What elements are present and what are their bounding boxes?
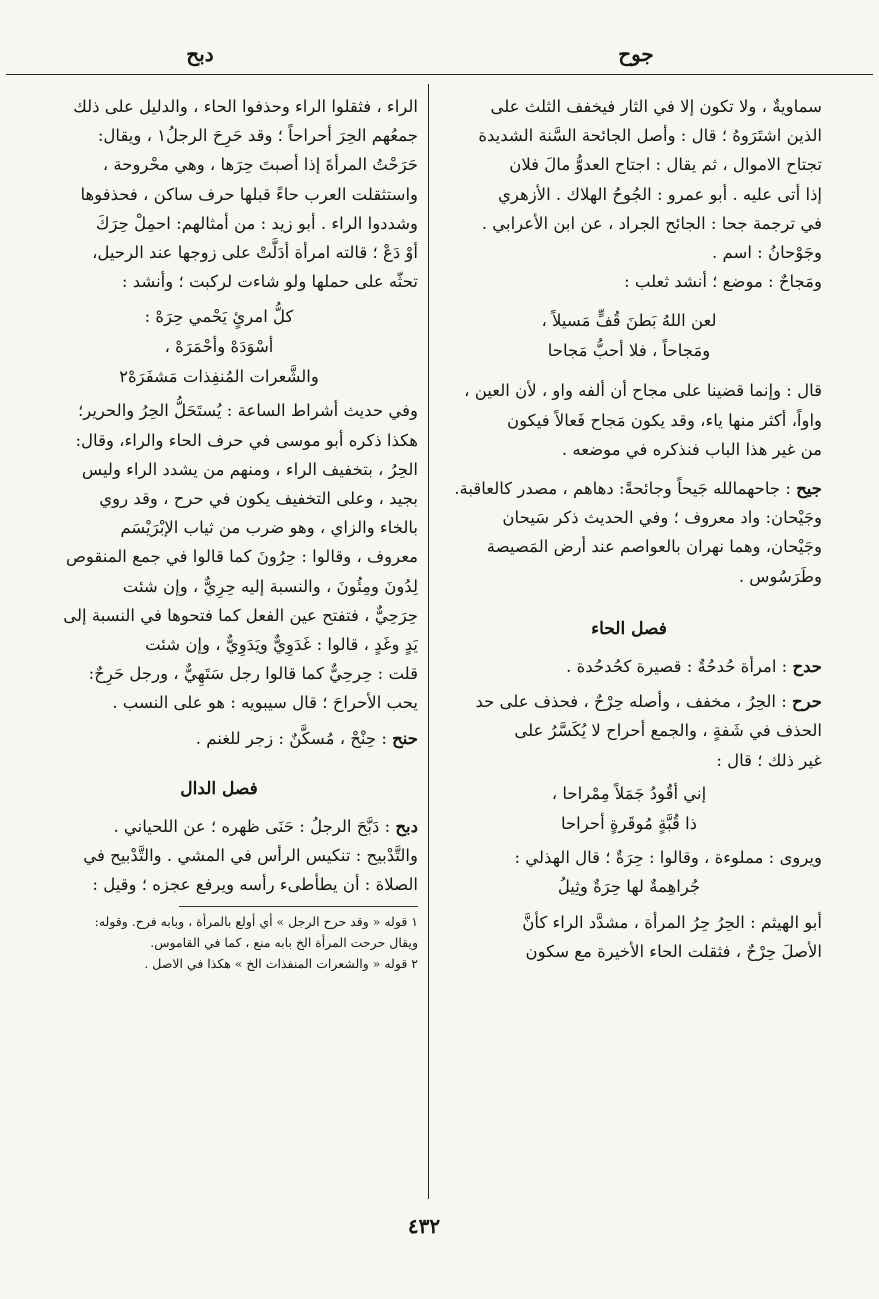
spacer <box>436 591 822 615</box>
text-line: وطَرَسُوس . <box>738 566 822 586</box>
text-line: وجَيْحان: واد معروف ؛ وفي الحديث ذكر سَيحان <box>502 508 822 528</box>
verse-line: جُراهِمةٌ لها حِرَةٌ وثِيلُ <box>557 877 701 897</box>
entry-harah <box>436 687 822 716</box>
text-line: والتَّدْبيح : تنكيس الرأس في المشي . والتَّدْبيح في <box>83 846 418 866</box>
left-column <box>20 92 418 974</box>
spacer <box>20 804 418 812</box>
text-line: يحب الأحراحَ ؛ قال سيبويه : هو على النسب . <box>112 693 418 713</box>
entry-text: : امرأة حُدحُةٌ : قصيرة كحُدحُدة . <box>566 657 788 677</box>
text-line: لِدُونَ ومِئُونَ ، والنسبة إليه حِرِيٌّ ، وإن شئت <box>122 576 418 596</box>
text-line: بجيد ، وعلى التخفيف يكون في حرح ، وقد روي <box>99 489 418 509</box>
text-line: من غير هذا الباب فنذكره في موضعه . <box>561 439 822 459</box>
text-line: بالخاء والزاي ، وهو ضرب من ثياب الإبْرَيْسَم <box>120 518 418 538</box>
verse-line: إني أقُودُ جَمَلاً مِمْراحا ، <box>551 783 707 803</box>
text-line: قلت : حِرحِيٌّ كما قالوا رجل سَتَهِيٌّ ، ورجل حَرِحٌ: <box>88 664 418 684</box>
verse-line: والشَّعرات المُنفِذات مَشفَرَهْ٢ <box>119 367 319 387</box>
text-line: حَرَحْتُ المرأةَ إذا أصبتَ حِرَها ، وهي محْروحة ، <box>102 155 418 175</box>
running-head-right: جوح <box>618 42 654 66</box>
headword: دبح <box>395 817 418 837</box>
running-head-left: دبح <box>186 42 214 66</box>
text-line: واواً، أكثر منها ياء، وقد يكون مَجاح فَعالاً فيكون <box>507 410 822 430</box>
text-line: واستثقلت العرب حاءً قبلها حرف ساكن ، فحذفوها <box>80 184 418 204</box>
text-line: الراء ، فثقلوا الراء وحذفوا الحاء ، والدليل على ذلك <box>73 97 418 116</box>
right-column <box>436 92 822 966</box>
text-line: تجتاح الاموال ، ثم يقال : اجتاح العدوُّ مالَ فلان <box>509 155 822 175</box>
entry-hanah <box>20 724 418 753</box>
verse-line: كلُّ امرئٍ يَحْمي حِرَهْ : <box>144 307 294 327</box>
text-line: الأصلَ حِرْحٌ ، فثقلت الحاء الأخيرة مع سكون <box>525 942 822 962</box>
text-line: ويروى : مملوءة ، وقالوا : حِرَةٌ ؛ قال الهذلي : <box>514 847 822 867</box>
footnote-rule <box>179 906 418 907</box>
section-title: فصل الدال <box>180 778 258 799</box>
headword: جيح <box>796 479 822 499</box>
verse-line: أسْوَدَهْ وأحْمَرَهْ ، <box>164 337 274 357</box>
text-line: غير ذلك ؛ قال : <box>716 750 822 770</box>
text-line: حِرَحِيٌّ ، فتفتح عين الفعل كما فتحوها في النسبة إلى <box>63 605 418 625</box>
spacer <box>436 296 822 306</box>
spacer <box>436 644 822 652</box>
entry-hadah <box>436 652 822 681</box>
section-title: فصل الحاء <box>591 618 667 639</box>
footnote-line: ٢ قوله « والشعرات المنفذات الخ » هكذا في الاصل . <box>144 955 418 971</box>
spacer <box>436 464 822 474</box>
text-line: هكذا ذكره أبو موسى في حرف الحاء والراء، وقال: <box>75 430 418 450</box>
text-line: ومَجاحٌ : موضع ؛ أنشد ثعلب : <box>624 272 822 292</box>
spacer <box>20 753 418 775</box>
headword: حنح <box>392 728 418 748</box>
text-line: أبو الهيثم : الحِرُ حِرُ المرأة ، مشدَّد الراء كأنَّ <box>522 913 822 933</box>
entry-text: : حِنْحْ ، مُسكَّنٌ : زجر للغنم . <box>195 728 387 748</box>
entry-text: : الحِرُ ، مخفف ، وأصله حِرْحٌ ، فحذف على حد <box>475 692 787 712</box>
header-rule <box>6 74 873 75</box>
column-divider <box>428 84 429 1199</box>
text-line: الحِرُ ، بتخفيف الراء ، ومنهم من يشدد الراء وليس <box>81 459 418 479</box>
verse-line: لعن اللهُ بَطنَ قُفٍّ مَسيلاً ، <box>541 311 717 331</box>
text-line: قال : وإنما قضينا على مجاح أن ألفه واو ، لأن العين ، <box>464 381 822 401</box>
headword: حدح <box>792 657 822 677</box>
footnote-line: ويقال حرحت المرأة الخ بابه منع ، كما في القاموس. <box>150 934 418 950</box>
verse-line: ومَجاحاً ، فلا أحبُّ مَجاحا <box>547 341 711 361</box>
page-number: ٤٣٢ <box>407 1214 441 1238</box>
text-line: الصلاة : أن يطأطىء رأسه ويرفع عجزه ؛ وقيل : <box>92 875 418 895</box>
text-line: الذين اشتَرَوهُ ؛ قال : وأصل الجائحة السَّنة الشديدة <box>478 126 822 146</box>
text-line: وجَيْحان، وهما نهران بالعواصم عند أرض المَصيصة <box>486 537 822 557</box>
entry-text: : دَبَّحَ الرجلُ : حَنَى ظهره ؛ عن اللحياني . <box>113 817 391 837</box>
text-line: وشددوا الراء . أبو زيد : من أمثالهم: احمِلْ حِرَكَ <box>95 213 418 233</box>
text-line: وفي حديث أشراط الساعة : يُستَحَلُّ الحِرُ والحرير؛ <box>77 401 418 421</box>
verse-line: ذا قُبَّةٍ مُوقَرةٍ أحراحا <box>560 813 698 833</box>
entry-dabah <box>20 812 418 841</box>
text-line: أوْ دَعْ ؛ قالته امرأة أدَلَّتْ على زوجها عند الرحيل، <box>92 243 418 263</box>
text-line: إذا أتى عليه . أبو عمرو : الجُوحُ الهلاك . الأزهري <box>497 184 822 204</box>
text-line: سماويةٌ ، ولا تكون إلا في الثار فيخفف الثلث على <box>490 97 822 116</box>
text-line: جمعُهم الحِرَ أحراحاً ؛ وقد حَرِحَ الرجلُ١ ، ويقال: <box>97 126 418 146</box>
footnote-line: ١ قوله « وقد حرح الرجل » أي أولع بالمرأة ، وبابه فرح. وقوله: <box>94 913 418 929</box>
entry-text: : جاحهمالله جَيحاً وجائحةً: دهاهم ، مصدر كالعاقبة. <box>454 479 791 499</box>
spacer <box>436 366 822 376</box>
text-line: وجَوْحانُ : اسم . <box>712 243 822 263</box>
headword: حرح <box>792 692 822 712</box>
text-line: معروف ، وقالوا : حِرُونَ كما قالوا في جمع المنقوص <box>65 547 418 567</box>
text-line: الحذف في شَفةٍ ، والجمع أحراح لا يُكَسَّرُ على <box>514 721 822 741</box>
text-line: تحثّه على حملها ولو شاءت لركبت ؛ وأنشد : <box>121 272 418 292</box>
text-line: يَدٍ وغَدٍ ، قالوا : غَدَوِيٌّ ويَدَوِيٌّ ، وإن شئت <box>145 635 418 655</box>
entry-jaih <box>436 474 822 503</box>
text-line: في ترجمة جحا : الجائح الجراد ، عن ابن الأعرابي . <box>481 213 822 233</box>
